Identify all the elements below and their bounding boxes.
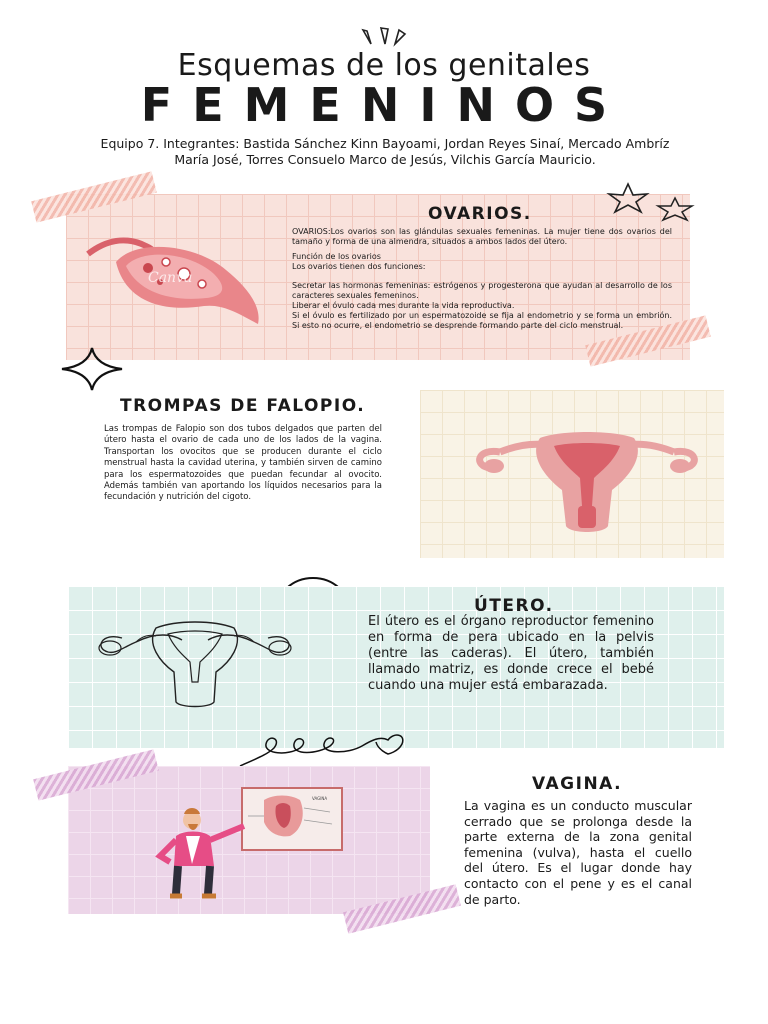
- ovarios-paragraph: Los ovarios tienen dos funciones:: [292, 262, 426, 271]
- uterus-outline-illustration: [92, 618, 298, 710]
- teacher-board-illustration: [140, 786, 346, 906]
- utero-text: El útero es el órgano reproductor femenino en forma de pera ubicado en la pelvis (entre las caderas). El útero, también llamado matriz, es donde crece el bebé cuando una mujer está embarazada.: [368, 614, 654, 693]
- team-members: Equipo 7. Integrantes: Bastida Sánchez Kinn Bayoami, Jordan Reyes Sinaí, Mercado Ambríz María José, Torres Consuelo Marco de Jesús, Vilchis García Mauricio.: [100, 136, 670, 167]
- vagina-text: La vagina es un conducto muscular cerrado que se prolonga desde la parte externa de la zona genital femenina (vulva), hasta el cuello del útero. Es el lugar donde hay contacto con el pene y es el canal de parto.: [464, 798, 692, 907]
- uterus-illustration: [470, 426, 704, 536]
- page-title: Esquemas de los genitales: [177, 48, 591, 83]
- board-label: VAGINA: [312, 796, 328, 801]
- star-small-icon: [654, 196, 696, 222]
- top-sparkle-icon: [355, 26, 415, 48]
- four-point-star-icon: [58, 346, 126, 392]
- trompas-text: Las trompas de Falopio son dos tubos delgados que parten del útero hasta el ovario de cada uno de los lados de la vagina. Transportan los ovocitos que se producen durante el ciclo menstrual hasta la cavidad uterina, y también sirven de camino para los espermatozoides que puedan fecundar al ovocito. Además también van aportando los líquidos necesarios para la fecundación y nutrición del cigoto.: [104, 424, 382, 503]
- page-subtitle: FEMENINOS: [140, 78, 628, 132]
- ovarios-heading: OVARIOS.: [428, 204, 532, 224]
- trompas-heading: TROMPAS DE FALOPIO.: [120, 396, 366, 416]
- star-icon: [606, 182, 650, 214]
- ovarios-text: [292, 227, 672, 331]
- ovarios-paragraph: Secretar las hormonas femeninas: estrógenos y progesterona que ayudan al desarrollo de los caracteres sexuales femeninos.: [292, 281, 672, 300]
- utero-heading: ÚTERO.: [474, 596, 554, 616]
- ovarios-paragraph: OVARIOS:Los ovarios son las glándulas sexuales femeninas. La mujer tiene dos ovarios del tamaño y forma de una almendra, situados a ambos lados del útero.: [292, 227, 672, 246]
- ovary-watermark: Canva: [148, 270, 193, 286]
- ovarios-paragraph: Función de los ovarios: [292, 252, 381, 261]
- ovarios-paragraph: Liberar el óvulo cada mes durante la vida reproductiva.: [292, 301, 515, 310]
- ovarios-paragraph: Si el óvulo es fertilizado por un espermatozoide se fija al endometrio y se forma un embrión. Si esto no ocurre, el endometrio se desprende formando parte del ciclo menstrual.: [292, 311, 672, 330]
- vagina-heading: VAGINA.: [532, 774, 623, 794]
